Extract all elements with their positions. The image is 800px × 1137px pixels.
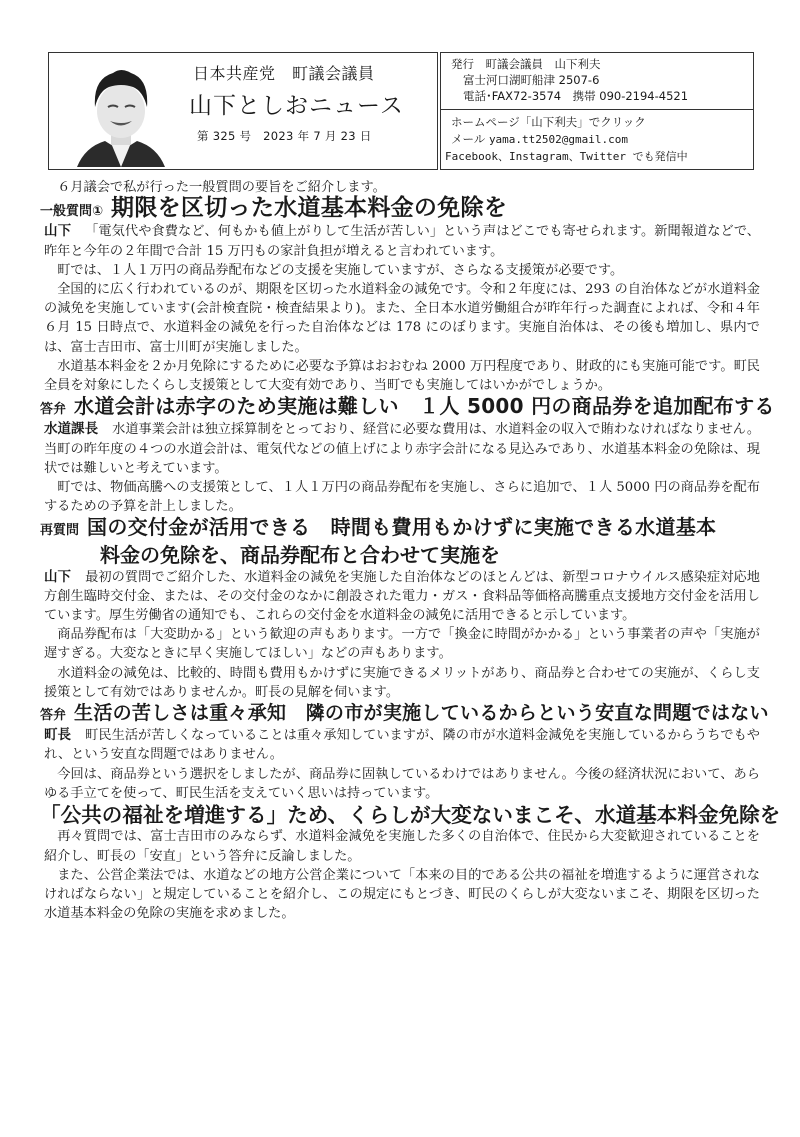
paragraph: 水道課長 水道事業会計は独立採算制をとっており、経営に必要な費用は、水道料金の収入で賄わなければなりません。当町の昨年度の４つの水道会計は、電気代などの値上げにより赤字会計になる見込みであり、水道基本料金の免除は、現状では難しいと考えています。 (44, 421, 761, 476)
article-body (40, 178, 781, 923)
section-heading (40, 394, 775, 419)
publisher-name: 発行 町議会議員 山下利夫 (451, 57, 601, 71)
paragraph: 水道料金の減免は、比較的、時間も費用もかけずに実施できるメリットがあり、商品券と合わせての実施が、くらし支援策として有効ではありませんか。町長の見解を伺います。 (44, 665, 760, 700)
speaker-label: 山下 (44, 223, 72, 240)
email-label: メール (451, 132, 486, 146)
speaker-label: 町長 (44, 727, 72, 744)
paragraph: 水道基本料金を２か月免除にするために必要な予算はおおむね 2000 万円程度であり、財政的にも実施可能です。町民全員を対象にしたくらし支援策として大変有効であり、当町でも実施してはいかがでしょうか。 (44, 358, 760, 394)
paragraph: 町長 町民生活が苦しくなっていることは重々承知していますが、隣の市が水道料金減免を実施しているからうちでもやれ、という安直な問題ではありません。 (44, 727, 760, 763)
newsletter-name: 山下としおニュース (189, 93, 404, 119)
publisher-info (441, 53, 753, 110)
section-heading (40, 515, 760, 540)
party-affiliation: 日本共産党 町議会議員 (193, 64, 375, 83)
paragraph: 再々質問では、富士吉田市のみならず、水道料金減免を実施した多くの自治体で、住民から大変歓迎されていることを紹介し、町長の「安直」という答弁に反論しました。 (44, 829, 760, 864)
section-title-line2: 料金の免除を、商品券配布と合わせて実施を (100, 542, 500, 567)
masthead-title (189, 61, 429, 144)
paragraph: 町では、１人１万円の商品券配布などの支援を実施していますが、さらなる支援策が必要です。 (57, 262, 624, 278)
contact-box (440, 52, 754, 170)
section-tag: 答弁 (40, 402, 67, 418)
paragraph: 商品券配布は「大変助かる」という歓迎の声もあります。一方で「換金に時間がかかる」という事業者の声や「実施が遅すぎる。大変なときに早く実施してほしい」などの声もあります。 (44, 627, 760, 662)
section-title: 期限を区切った水道基本料金の免除を (111, 195, 508, 222)
email-link[interactable]: yama.tt2502@gmail.com (488, 133, 629, 146)
section-heading: 「公共の福祉を増進する」ため、くらしが大変ないまこそ、水道基本料金免除を (40, 803, 781, 828)
section-title: 水道会計は赤字のため実施は難しい １人 5000 円の商品券を追加配布する (74, 394, 775, 419)
masthead (48, 52, 754, 170)
section-heading (40, 195, 760, 222)
paragraph: 町では、物価高騰への支援策として、１人１万円の商品券配布を実施し、さらに追加で、１人 5000 円の商品券を配布するための予算を計上しました。 (44, 480, 760, 515)
paragraph: また、公営企業法では、水道などの地方公営企業について「本来の目的である公共の福祉を増進するように運営されなければならない」と規定していることを紹介し、この規定にもとづき、町民のくらしが大変ないまこそ、期限を区切った水道基本料金の免除の実施を求めました。 (44, 867, 760, 922)
section-title: 生活の苦しさは重々承知 隣の市が実施しているからという安直な問題ではない (74, 702, 769, 725)
section-heading (40, 702, 769, 725)
paragraph: 全国的に広く行われているのが、期限を区切った水道料金の減免です。令和２年度には、293 の自治体などが水道料金の減免を実施しています(会計検査院・検査結果より)。また、全日本水道労働組合が昨年行った調査によれば、令和４年６月 15 日時点で、水道料金の減免を行った自治体などは 178 にのぼります。実施自治体は、その後も増加し、県内では、富士吉田市、富士川町が実施しました。 (44, 282, 760, 355)
section-title: 国の交付金が活用できる 時間も費用もかけずに実施できる水道基本 (87, 515, 717, 540)
speaker-label: 山下 (44, 568, 72, 585)
section-tag: 答弁 (40, 708, 67, 724)
issue-date: 第 325 号 2023 年 7 月 23 日 (197, 129, 372, 143)
section-tag: 再質問 (40, 523, 80, 539)
portrait-photo (67, 59, 175, 167)
speaker-label: 水道課長 (44, 421, 99, 438)
email-line (451, 132, 628, 147)
paragraph: 山下 最初の質問でご紹介した、水道料金の減免を実施した自治体などのほとんどは、新型コロナウイルス感染症対応地方創生臨時交付金、または、その交付金のなかに創設された電力・ガス・食料品等価格高騰重点支援地方交付金を活用しています。厚生労働省の通知でも、これらの交付金を水道料金の減免に活用できると示しています。 (44, 568, 760, 624)
publisher-address: 富士河口湖町船津 2507-6 (463, 73, 600, 87)
sns-info: Facebook、Instagram、Twitter でも発信中 (445, 150, 688, 163)
masthead-title-box (48, 52, 438, 170)
homepage-link[interactable]: ホームページ「山下利夫」でクリック (451, 115, 646, 129)
section-tag: 一般質問① (40, 204, 104, 220)
intro-text: ６月議会で私が行った一般質問の要旨をご紹介します。 (57, 180, 386, 195)
paragraph: 今回は、商品券という選択をしましたが、商品券に固執しているわけではありません。今後の経済状況において、あらゆる手立てを使って、町民生活を支えていく思いは持っています。 (44, 766, 760, 801)
publisher-phone: 電話･FAX72-3574 携帯 090-2194-4521 (463, 89, 689, 103)
paragraph: 山下 「電気代や食費など、何もかも値上がりして生活が苦しい」という声はどこでも寄せられます。新聞報道などで、昨年と今年の２年間で合計 15 万円もの家計負担が増えると言われています。 (44, 223, 760, 259)
